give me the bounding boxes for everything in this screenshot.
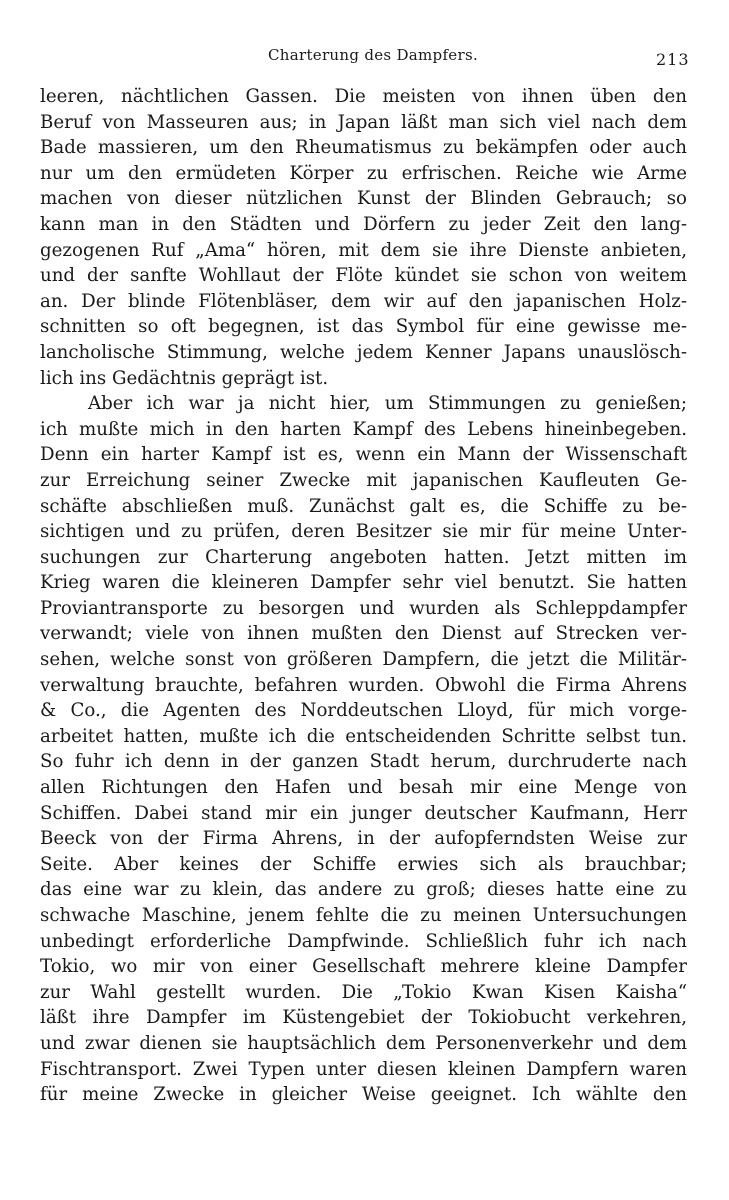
page-number: 213 — [656, 50, 690, 69]
body-text — [40, 84, 687, 1108]
text-line: arbeitet hatten, mußte ich die entscheidenden Schritte selbst tun. — [40, 725, 687, 747]
running-head-title: Charterung des Dampfers. — [268, 46, 479, 64]
text-line: an. Der blinde Flötenbläser, dem wir auf den japanischen Holz- — [40, 290, 687, 312]
text-line: leeren, nächtlichen Gassen. Die meisten von ihnen üben den — [40, 86, 687, 107]
text-line: verwandt; viele von ihnen mußten den Dienst auf Strecken ver- — [40, 623, 687, 645]
text-line: Seite. Aber keines der Schiffe erwies sich als brauchbar; — [40, 853, 687, 875]
text-line: allen Richtungen den Hafen und besah mir eine Menge von — [40, 777, 687, 799]
text-line: schwache Maschine, jenem fehlte die zu meinen Untersuchungen — [40, 905, 687, 926]
text-line: Schiffen. Dabei stand mir ein junger deutscher Kaufmann, Herr — [40, 802, 687, 824]
running-head — [0, 46, 729, 70]
text-line: lancholische Stimmung, welche jedem Kenner Japans unauslösch- — [40, 341, 687, 363]
text-line: läßt ihre Dampfer im Küstengebiet der Tokiobucht verkehren, — [40, 1007, 687, 1029]
text-line: & Co., die Agenten des Norddeutschen Lloyd, für mich vorge- — [40, 700, 687, 722]
text-line: und der sanfte Wohllaut der Flöte kündet sie schon von weitem — [40, 265, 687, 287]
text-line: zur Erreichung seiner Zwecke mit japanischen Kaufleuten Ge- — [40, 469, 687, 491]
text-line: für meine Zwecke in gleicher Weise geeignet. Ich wählte den — [40, 1084, 687, 1106]
text-line: Denn ein harter Kampf ist es, wenn ein Mann der Wissenschaft — [40, 444, 687, 466]
text-line: Aber ich war ja nicht hier, um Stimmungen zu genießen; — [88, 393, 687, 415]
text-line: Beeck von der Firma Ahrens, in der aufopferndsten Weise zur — [40, 828, 687, 850]
text-line: sichtigen und zu prüfen, deren Besitzer sie mir für meine Unter- — [40, 521, 687, 543]
text-line: Tokio, wo mir von einer Gesellschaft mehrere kleine Dampfer — [40, 956, 687, 978]
text-line: schäfte abschließen muß. Zunächst galt es, die Schiffe zu be- — [40, 495, 687, 517]
text-line: ich mußte mich in den harten Kampf des Lebens hineinbegeben. — [40, 418, 687, 440]
text-line: Bade massieren, um den Rheumatismus zu bekämpfen oder auch — [40, 137, 687, 159]
text-line: verwaltung brauchte, befahren wurden. Obwohl die Firma Ahrens — [40, 674, 687, 696]
text-line: das eine war zu klein, das andere zu groß; dieses hatte eine zu — [40, 879, 687, 901]
text-line: schnitten so oft begegnen, ist das Symbol für eine gewisse me- — [40, 316, 687, 338]
text-line: und zwar dienen sie hauptsächlich dem Personenverkehr und dem — [40, 1032, 687, 1054]
text-line: zur Wahl gestellt wurden. Die „Tokio Kwan Kisen Kaisha“ — [40, 981, 687, 1003]
text-line: suchungen zur Charterung angeboten hatten. Jetzt mitten im — [40, 546, 687, 568]
text-line: lich ins Gedächtnis geprägt ist. — [40, 367, 329, 389]
text-line: unbedingt erforderliche Dampfwinde. Schließlich fuhr ich nach — [40, 930, 687, 952]
text-line: kann man in den Städten und Dörfern zu jeder Zeit den lang- — [40, 213, 687, 235]
text-line: Proviantransporte zu besorgen und wurden als Schleppdampfer — [40, 597, 687, 619]
text-line: Fischtransport. Zwei Typen unter diesen kleinen Dampfern waren — [40, 1058, 687, 1080]
text-line: gezogenen Ruf „Ama“ hören, mit dem sie ihre Dienste anbieten, — [40, 239, 687, 261]
text-line: sehen, welche sonst von größeren Dampfern, die jetzt die Militär- — [40, 649, 687, 671]
text-line: machen von dieser nützlichen Kunst der Blinden Gebrauch; so — [40, 188, 687, 210]
text-line: Beruf von Masseuren aus; in Japan läßt man sich viel nach dem — [40, 111, 687, 133]
text-line: nur um den ermüdeten Körper zu erfrischen. Reiche wie Arme — [40, 162, 687, 184]
text-line: Krieg waren die kleineren Dampfer sehr viel benutzt. Sie hatten — [40, 572, 687, 594]
text-line: So fuhr ich denn in der ganzen Stadt herum, durchruderte nach — [40, 751, 687, 773]
